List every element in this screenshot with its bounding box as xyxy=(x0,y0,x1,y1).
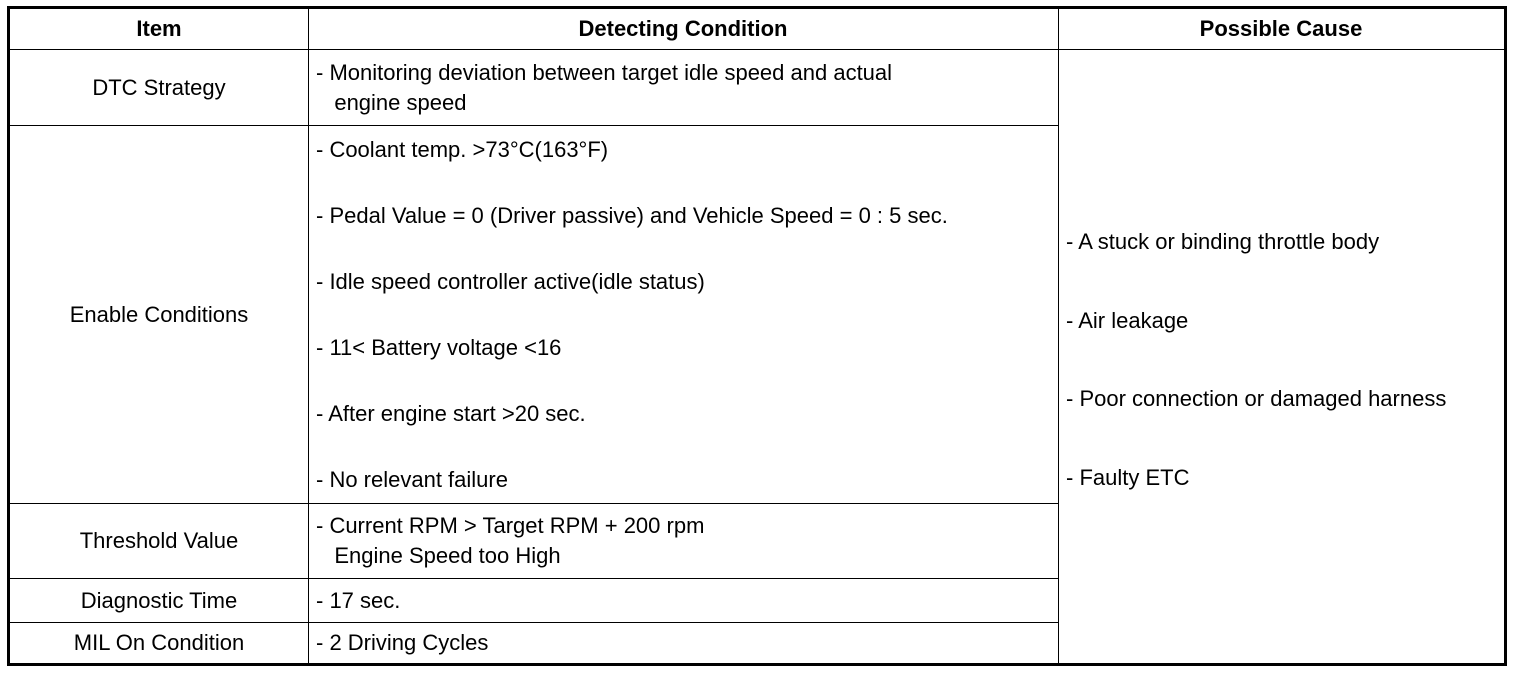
condition-line: - 11< Battery voltage <16 xyxy=(316,335,562,360)
condition-line: - Idle speed controller active(idle status) xyxy=(316,269,705,294)
header-item: Item xyxy=(136,16,182,41)
row-item-enable-conditions xyxy=(10,126,308,503)
condition-line: - Current RPM > Target RPM + 200 rpm xyxy=(316,513,705,538)
cause-line: - Poor connection or damaged harness xyxy=(1066,386,1447,412)
header-possible-cause: Possible Cause xyxy=(1199,16,1363,41)
row-condition-dtc-strategy xyxy=(316,50,1056,125)
item-label: Diagnostic Time xyxy=(80,587,238,613)
row-condition-mil-on-condition xyxy=(316,623,1056,663)
condition-line: - 17 sec. xyxy=(316,587,401,613)
header-detecting-condition: Detecting Condition xyxy=(578,16,788,41)
column-divider-2 xyxy=(1058,9,1059,663)
condition-line: - Pedal Value = 0 (Driver passive) and Vehicle Speed = 0 : 5 sec. xyxy=(316,203,948,228)
condition-line: - After engine start >20 sec. xyxy=(316,401,586,426)
possible-cause-cell xyxy=(1066,227,1504,493)
condition-line: - Coolant temp. >73°C(163°F) xyxy=(316,137,609,162)
row-item-threshold-value xyxy=(10,504,308,578)
condition-line: - 2 Driving Cycles xyxy=(316,630,489,655)
condition-line: engine speed xyxy=(316,89,467,115)
row-condition-threshold-value xyxy=(316,504,1056,578)
dtc-table xyxy=(7,6,1507,666)
header-detecting-condition-cell xyxy=(308,9,1058,49)
cause-line: - Air leakage xyxy=(1066,307,1189,333)
row-item-mil-on-condition xyxy=(10,623,308,663)
condition-line: Engine Speed too High xyxy=(316,543,561,568)
cause-line: - A stuck or binding throttle body xyxy=(1066,229,1380,254)
header-item-cell xyxy=(10,9,308,49)
condition-line: - No relevant failure xyxy=(316,467,508,492)
item-label: Enable Conditions xyxy=(69,301,249,327)
header-possible-cause-cell xyxy=(1058,9,1504,49)
item-label: MIL On Condition xyxy=(73,630,245,655)
row-condition-enable-conditions xyxy=(316,117,1056,513)
column-divider-1 xyxy=(308,9,309,663)
row-item-diagnostic-time xyxy=(10,579,308,622)
cause-line: - Faulty ETC xyxy=(1066,464,1190,490)
row-item-dtc-strategy xyxy=(10,50,308,125)
row-condition-diagnostic-time xyxy=(316,579,1056,622)
item-label: Threshold Value xyxy=(79,528,239,553)
condition-line: - Monitoring deviation between target idle speed and actual xyxy=(316,59,893,85)
item-label: DTC Strategy xyxy=(92,74,226,100)
